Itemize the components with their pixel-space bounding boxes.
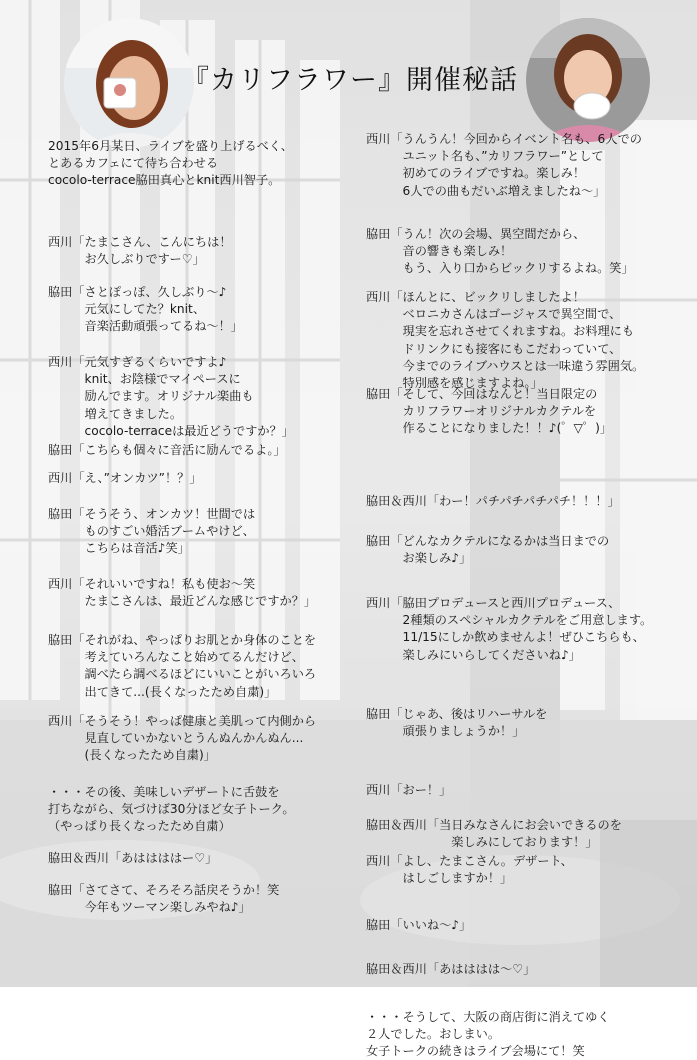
dialogue-line: ・・・そうして、大阪の商店街に消えてゆく ２人でした。おしまい。 [366, 1010, 610, 1042]
dialogue-line: 西川「おー！」 [366, 783, 452, 797]
dialogue-line: 脇田「どんなカクテルになるかは当日までの お楽しみ♪」 [366, 534, 610, 566]
dialogue-line: 2015年6月某日、ライブを盛り上げるべく、 とあるカフェにて待ち合わせる cocolo-terrace脇田真心とknit西川智子。 [48, 139, 293, 188]
dialogue-line: 西川「え、”オンカツ”！？」 [48, 471, 202, 485]
dialogue-line: 脇田「そうそう、オンカツ！世間では ものすごい婚活ブームやけど、 こちらは音活♪笑」 [48, 507, 256, 556]
dialogue-line: 脇田「そして、今回はなんと！当日限定の カリフラワーオリジナルカクテルを 作ることになりました！！♪(゜▽゜)」 [366, 387, 613, 436]
dialogue-line: 西川「うんうん！今回からイベント名も、6人での ユニット名も、”カリフラワー”として 初めてのライブですね。楽しみ！ 6人での曲もだいぶ増えましたね～」 [366, 132, 642, 198]
dialogue-line: 西川「そうそう！やっぱ健康と美肌って内側から 見直していかないとうんぬんかんぬん... (長くなったため自粛)」 [48, 714, 317, 763]
dialogue-line: 西川「ほんとに、ビックリしましたよ！ ベロニカさんはゴージャスで異空間で、 現実を忘れさせてくれますね。お料理にも ドリンクにも接客にもこだわっていて、 今までのライブハウスとは一味違う雰囲気。 特別感を感じますよね。」 [366, 290, 645, 391]
woman-holding-cup-photo [526, 18, 650, 142]
dialogue-line: 脇田「いいね～♪」 [366, 918, 472, 932]
dialogue-line: 西川「それいいですね！私も使お～笑 たまこさんは、最近どんな感じですか？」 [48, 577, 317, 609]
dialogue-line: 脇田＆西川「あははははー♡」 [48, 851, 218, 865]
page-title: 『カリフラワー』開催秘話 [182, 65, 518, 96]
dialogue-line: 脇田「さてさて、そろそろ話戻そうか！笑 今年もツーマン楽しみやね♪」 [48, 883, 280, 915]
dialogue-line: 脇田＆西川「あはははは～♡」 [366, 962, 536, 976]
dialogue-line: 西川「よし、たまこさん。デザート、 はしごしますか！」 [366, 854, 573, 886]
dialogue-line: ・・・その後、美味しいデザートに舌鼓を 打ちながら、気づけば30分ほど女子トーク。 （やっぱり長くなったため自粛） [48, 785, 295, 834]
dialogue-line: 脇田＆西川「わー！パチパチパチパチ！！！」 [366, 494, 620, 508]
dialogue-line: 西川「脇田プロデュースと西川プロデュース、 2種類のスペシャルカクテルをご用意します。 11/15にしか飲めませんよ！ぜひこちらも、 楽しみにいらしてくださいね♪」 [366, 596, 653, 662]
dialogue-line: 脇田＆西川「当日みなさんにお会いできるのを 楽しみにしております！」 [366, 818, 622, 850]
dialogue-line: 脇田「こちらも個々に音活に励んでるよ。」 [48, 443, 286, 457]
dialogue-line: 脇田「じゃあ、後はリハーサルを 頑張りましょうか！」 [366, 707, 548, 739]
dialogue-line: 脇田「さとぽっぽ、久しぶり～♪ 元気にしてた？knit、 音楽活動頑張ってるね～！」 [48, 285, 243, 334]
dialogue-line: 西川「たまこさん、こんにちは！ お久しぶりですー♡」 [48, 235, 232, 267]
dialogue-line: 西川「元気すぎるくらいですよ♪ knit、お陰様でマイペースに 励んでます。オリジナル楽曲も 増えてきました。 cocolo-terraceは最近どうですか？」 [48, 355, 294, 438]
dialogue-line: 脇田「それがね、やっぱりお肌とか身体のことを 考えていろんなこと始めてるんだけど、 調べたら調べるほどにいいことがいろいろ 出てきて...(長くなったため自粛)」 [48, 633, 317, 699]
dialogue-line: 脇田「うん！次の会場、異空間だから、 音の響きも楽しみ！ もう、入り口からビックリするよね。笑」 [366, 227, 634, 276]
dialogue-line: 女子トークの続きはライブ会場にて！笑 [366, 1044, 585, 1058]
